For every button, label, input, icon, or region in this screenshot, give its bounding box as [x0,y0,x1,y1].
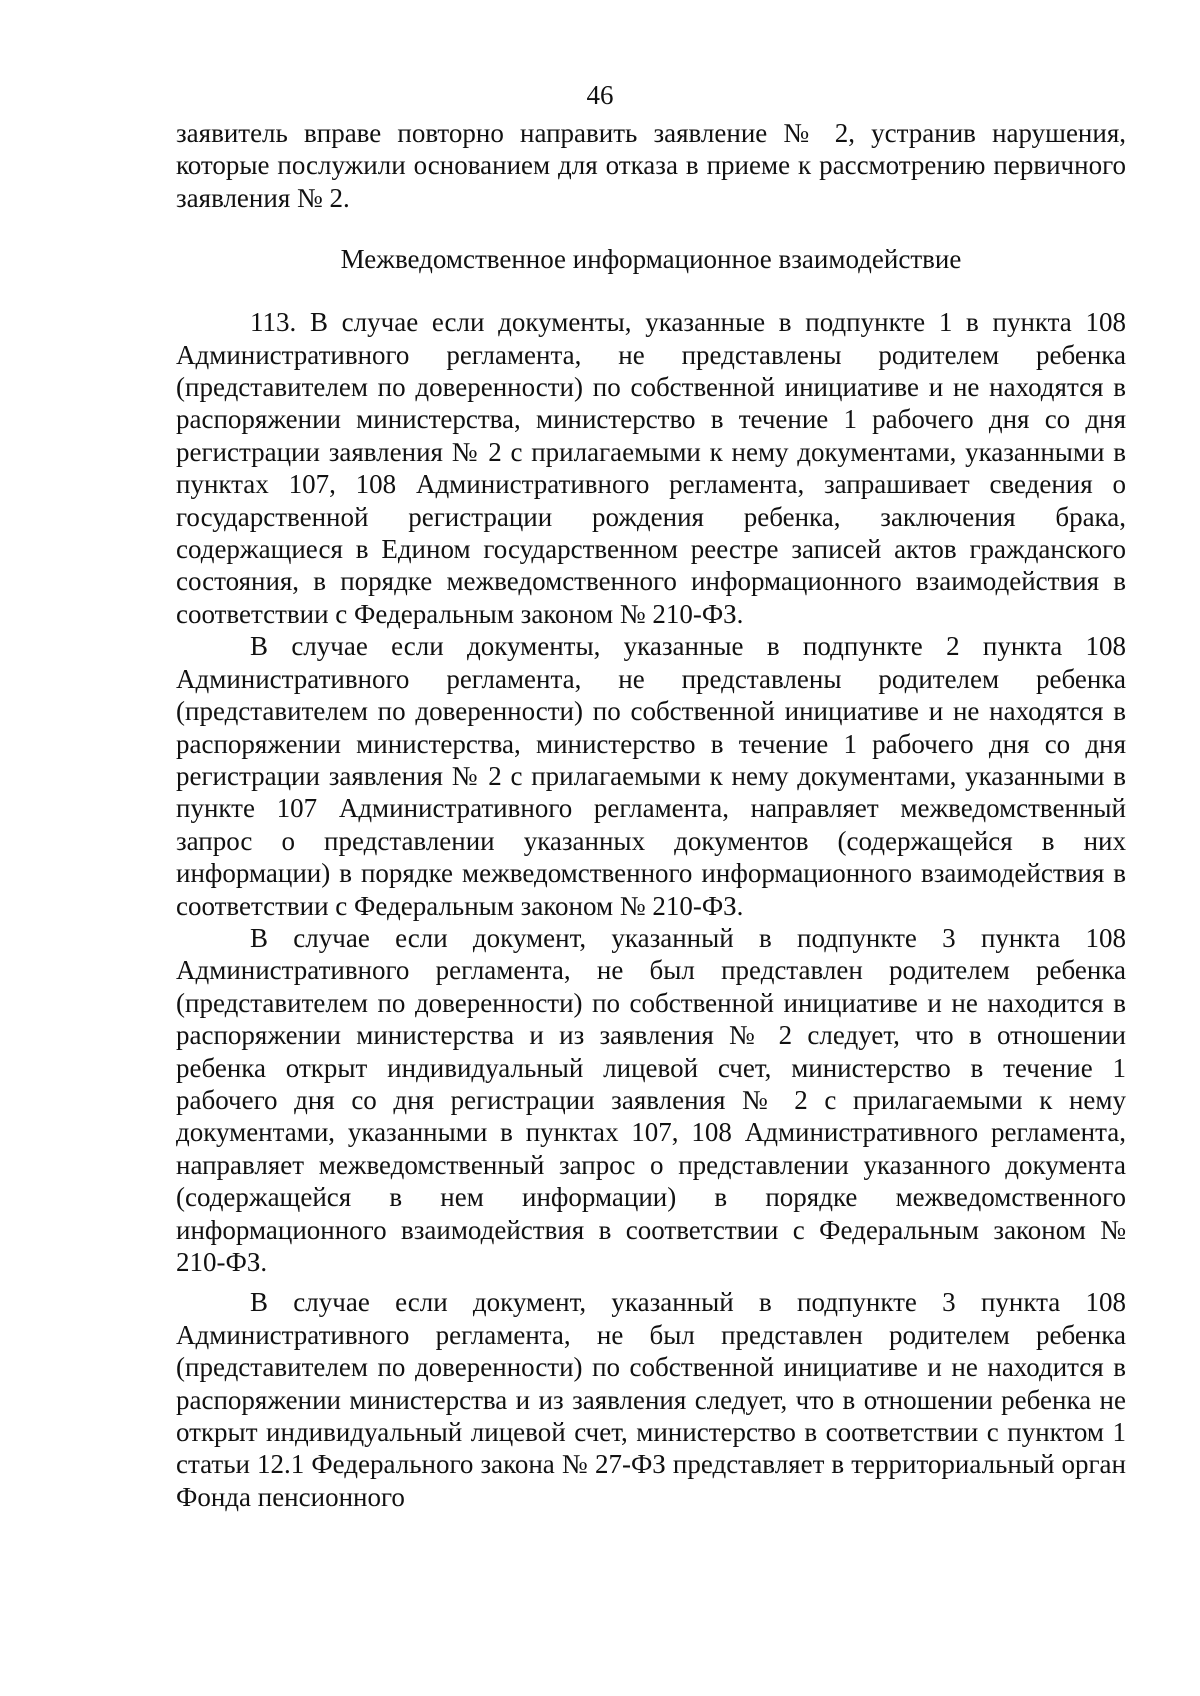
paragraph-113: 113. В случае если документы, указанные в подпункте 1 в пункта 108 Административного регламента, не представлены родителем ребенка (представителем по доверенности) по собственной инициативе и не находятся в распоряжении министерства, министерство в течение 1 рабочего дня со дня регистрации заявления № 2 с прилагаемыми к нему документами, указанными в пунктах 107, 108 Административного регламента, запрашивает сведения о государственной регистрации рождения ребенка, заключения брака, содержащиеся в Едином государственном реестре записей актов гражданского состояния, в порядке межведомственного информационного взаимодействия в соответствии с Федеральным законом № 210-ФЗ. [176,307,1126,629]
paragraph-subpoint-2: В случае если документы, указанные в подпункте 2 пункта 108 Административного регламента, не представлены родителем ребенка (представителем по доверенности) по собственной инициативе и не находятся в распоряжении министерства, министерство в течение 1 рабочего дня со дня регистрации заявления № 2 с прилагаемыми к нему документами, указанными в пункте 107 Административного регламента, направляет межведомственный запрос о представлении указанных документов (содержащейся в них информации) в порядке межведомственного информационного взаимодействия в соответствии с Федеральным законом № 210-ФЗ. [176,631,1126,921]
intro-paragraph: заявитель вправе повторно направить заявление № 2, устранив нарушения, которые послужили основанием для отказа в приеме к рассмотрению первичного заявления № 2. [176,118,1126,213]
document-body [176,117,1126,1513]
paragraph-subpoint-3-account-open: В случае если документ, указанный в подпункте 3 пункта 108 Административного регламента, не был представлен родителем ребенка (представителем по доверенности) по собственной инициативе и не находится в распоряжении министерства и из заявления № 2 следует, что в отношении ребенка открыт индивидуальный лицевой счет, министерство в течение 1 рабочего дня со дня регистрации заявления № 2 с прилагаемыми к нему документами, указанными в пунктах 107, 108 Административного регламента, направляет межведомственный запрос о представлении указанного документа (содержащейся в нем информации) в порядке межведомственного информационного взаимодействия в соответствии с Федеральным законом № 210-ФЗ. [176,922,1126,1277]
page-number: 46 [586,80,614,110]
paragraph-subpoint-3-account-not-open: В случае если документ, указанный в подпункте 3 пункта 108 Административного регламента, не был представлен родителем ребенка (представителем по доверенности) по собственной инициативе и не находится в распоряжении министерства и из заявления следует, что в отношении ребенка не открыт индивидуальный лицевой счет, министерство в соответствии с пунктом 1 статьи 12.1 Федерального закона № 27-ФЗ представляет в территориальный орган Фонда пенсионного [176,1287,1126,1512]
section-heading: Межведомственное информационное взаимодействие [340,244,962,275]
